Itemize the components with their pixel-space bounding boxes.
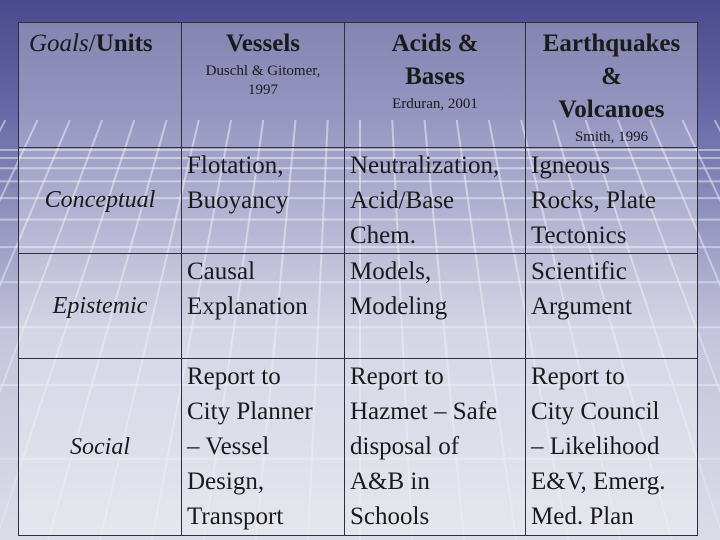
cell-text: Neutralization, Acid/Base Chem.	[350, 152, 500, 249]
cell-text: Causal Explanation	[187, 258, 308, 320]
goals-units-table	[18, 22, 698, 536]
cell-acids-epistemic	[345, 254, 526, 359]
column-title: Vessels	[225, 30, 301, 57]
corner-goals-text: Goals	[29, 30, 89, 57]
cell-text: Report to City Planner – Vessel Design, Transport	[187, 363, 313, 530]
cell-acids-social	[345, 359, 526, 536]
goal-label-conceptual: Conceptual	[19, 148, 182, 254]
cell-text: Report to City Council – Likelihood E&V, Emerg. Med. Plan	[531, 363, 666, 530]
column-citation: Duschl & Gitomer, 1997	[205, 63, 321, 98]
cell-vessels-social	[182, 359, 345, 536]
cell-text: Report to Hazmet – Safe disposal of A&B in Schools	[350, 363, 498, 530]
column-citation: Erduran, 2001	[392, 96, 478, 112]
table-row-conceptual	[19, 148, 698, 254]
cell-earthquakes-conceptual	[526, 148, 698, 254]
goal-label-social: Social	[19, 359, 182, 536]
cell-text: Igneous Rocks, Plate Tectonics	[531, 152, 656, 249]
cell-vessels-epistemic	[182, 254, 345, 359]
cell-earthquakes-social	[526, 359, 698, 536]
cell-acids-conceptual	[345, 148, 526, 254]
column-title: Acids & Bases	[391, 30, 479, 90]
header-row	[19, 23, 698, 148]
column-header-earthquakes-volcanoes	[526, 23, 698, 148]
grid-line	[0, 120, 5, 540]
column-header-acids-bases	[345, 23, 526, 148]
corner-slash: /	[88, 30, 96, 57]
corner-units-text: Units	[95, 30, 153, 57]
cell-vessels-conceptual	[182, 148, 345, 254]
goal-label-epistemic: Epistemic	[19, 254, 182, 359]
table-row-epistemic	[19, 254, 698, 359]
corner-header	[19, 23, 182, 148]
column-header-vessels	[182, 23, 345, 148]
grid-line	[715, 120, 720, 540]
table-row-social	[19, 359, 698, 536]
cell-text: Scientific Argument	[531, 258, 632, 320]
column-title: Earthquakes & Volcanoes	[542, 30, 681, 123]
column-citation: Smith, 1996	[574, 129, 649, 145]
cell-text: Flotation, Buoyancy	[187, 152, 289, 214]
cell-text: Models, Modeling	[350, 258, 448, 320]
cell-earthquakes-epistemic	[526, 254, 698, 359]
